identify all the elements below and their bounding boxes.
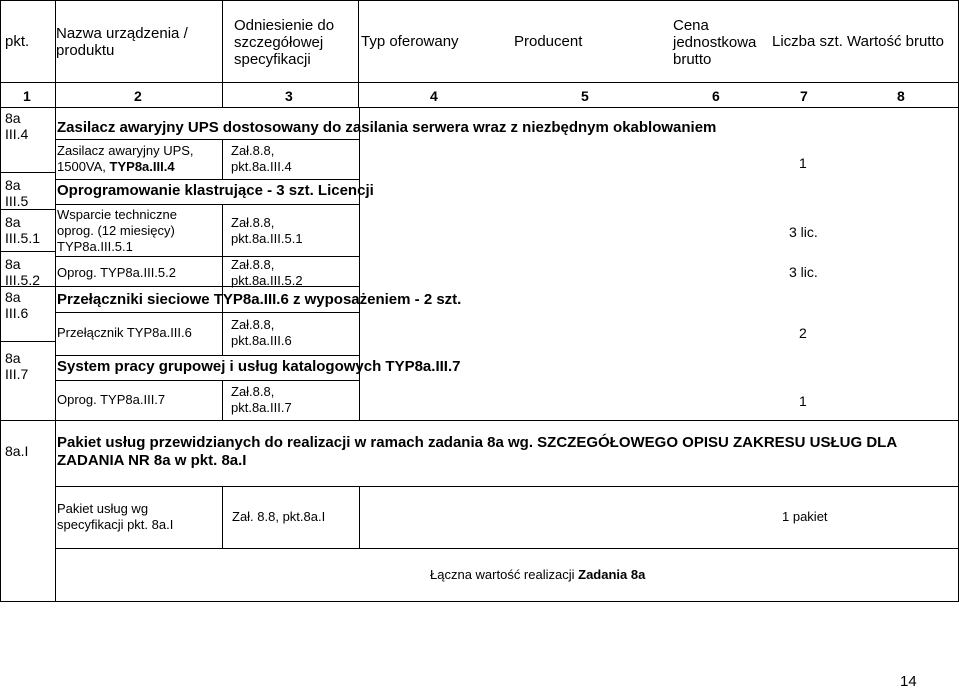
ref-wsparcie: Zał.8.8, [231,215,275,230]
header-nazwa-line2: produktu [56,42,115,59]
col-2-3-border-body [222,380,223,421]
header-cena-line1: Cena [673,17,709,34]
item-name-pakiet: Pakiet usług wg [57,501,149,516]
header-typ: Typ oferowany [361,33,459,50]
total-label: Łączna wartość realizacji Zadania 8a [430,567,646,582]
ref-oprog52: Zał.8.8, [231,257,275,272]
pkt-label: III.4 [5,126,29,142]
ref-switch: pkt.8a.III.6 [231,333,292,348]
pkt-divider-iii5 [0,209,55,210]
item-name-oprog52: Oprog. TYP8a.III.5.2 [57,265,176,280]
header-liczba: Liczba szt. [772,33,843,50]
ref-pakiet: Zał. 8.8, pkt.8a.I [232,509,326,524]
ref-ups: Zał.8.8, [231,143,275,158]
col-1-2-border [55,0,56,602]
col-number-1: 1 [23,88,31,104]
header-producent: Producent [514,33,583,50]
pkt-label: 8a [5,256,21,272]
system-section-bottom-border [55,380,360,381]
pkt-label: 8a [5,350,21,366]
pkt-label: 8a.I [5,443,29,459]
header-nazwa-line1: Nazwa urządzenia / [56,25,188,42]
col-3-4-border-header [358,0,359,108]
header-odn-line1: Odniesienie do [234,17,335,34]
item-name-wsparcie: Wsparcie techniczne [57,207,177,222]
qty-oprog7: 1 [799,393,807,409]
numbers-row-bottom-border [0,107,959,108]
header-bottom-border [0,82,959,83]
qty-pakiet: 1 pakiet [782,509,828,524]
item-name-oprog7: Oprog. TYP8a.III.7 [57,392,166,407]
group-b-bottom-border [0,601,959,602]
pkt-label: III.5 [5,193,29,209]
switch-section-bottom-border [55,312,360,313]
qty-ups: 1 [799,155,807,171]
header-wartosc: Wartość brutto [847,33,944,50]
col-number-5: 5 [581,88,589,104]
col-number-4: 4 [430,88,438,104]
ref-switch: Zał.8.8, [231,317,275,332]
switch-row-bottom-border [55,355,360,356]
col-number-7: 7 [800,88,808,104]
ups-name-top-border [55,139,360,140]
header-cena-line2: jednostkowa [673,34,757,51]
pkt-label: III.7 [5,366,29,382]
col-number-3: 3 [285,88,293,104]
col-number-6: 6 [712,88,720,104]
ref-wsparcie: pkt.8a.III.5.1 [231,231,303,246]
qty-oprog52: 3 lic. [789,264,818,280]
pkt-label: 8a [5,289,21,305]
oprog-section-bottom-border [55,204,360,205]
pkt-label: 8a [5,110,21,126]
oprog52-row-bottom-border [55,286,360,287]
section-title-system: System pracy grupowej i usług katalogowych TYP8a.III.7 [57,358,461,375]
col-2-3-border-header [222,0,223,108]
ups-row-bottom-border [55,179,360,180]
ref-oprog7: Zał.8.8, [231,384,275,399]
header-odn-line3: specyfikacji [234,51,311,68]
pakiet-section-bottom-border [55,486,959,487]
col-pakiet-name-border [222,486,223,549]
pkt-label: III.6 [5,305,29,321]
header-odn-line2: szczegółowej [234,34,324,51]
pkt-label: 8a [5,177,21,193]
item-name-wsparcie: TYP8a.III.5.1 [57,239,133,254]
pkt-divider-iii4 [0,172,55,173]
col-left-border [0,0,1,602]
item-name-ups: 1500VA, TYP8a.III.4 [57,159,175,174]
item-name-wsparcie: oprog. (12 miesięcy) [57,223,175,238]
pkt-label: III.5.2 [5,272,41,288]
col-number-8: 8 [897,88,905,104]
item-name-ups: Zasilacz awaryjny UPS, [57,143,194,158]
pkt-divider-iii51 [0,251,55,252]
header-pkt: pkt. [5,33,30,50]
section-title-switch: Przełączniki sieciowe TYP8a.III.6 z wyposażeniem - 2 szt. [57,291,462,308]
wsparcie-row-bottom-border [55,256,360,257]
col-pakiet-ref-border [359,486,360,549]
section-title-ups: Zasilacz awaryjny UPS dostosowany do zasilania serwera wraz z niezbędnym okablowaniem [57,119,717,136]
item-name-switch: Przełącznik TYP8a.III.6 [57,325,192,340]
ref-ups: pkt.8a.III.4 [231,159,292,174]
table-top-border [0,0,959,1]
section-title-pakiet: ZADANIA NR 8a w pkt. 8a.I [57,452,247,469]
col-2-3-border-body [222,139,223,180]
pakiet-row-bottom-border [55,548,959,549]
section-title-pakiet: Pakiet usług przewidzianych do realizacji w ramach zadania 8a wg. SZCZEGÓŁOWEGO OPISU ZAKRESU USŁUG DLA [57,434,898,451]
group-a-bottom-border [0,420,959,421]
pkt-label: III.5.1 [5,230,41,246]
section-title-oprog: Oprogramowanie klastrujące - 3 szt. Licencji [57,182,374,199]
pkt-label: 8a [5,214,21,230]
pkt-divider-iii6 [0,341,55,342]
qty-wsparcie: 3 lic. [789,224,818,240]
ref-oprog7: pkt.8a.III.7 [231,400,292,415]
col-2-3-border-body [222,312,223,356]
col-number-2: 2 [134,88,142,104]
ref-oprog52: pkt.8a.III.5.2 [231,273,303,288]
item-name-pakiet: specyfikacji pkt. 8a.I [57,517,174,532]
qty-switch: 2 [799,325,807,341]
page-number: 14 [900,673,917,690]
header-cena-line3: brutto [673,51,712,68]
